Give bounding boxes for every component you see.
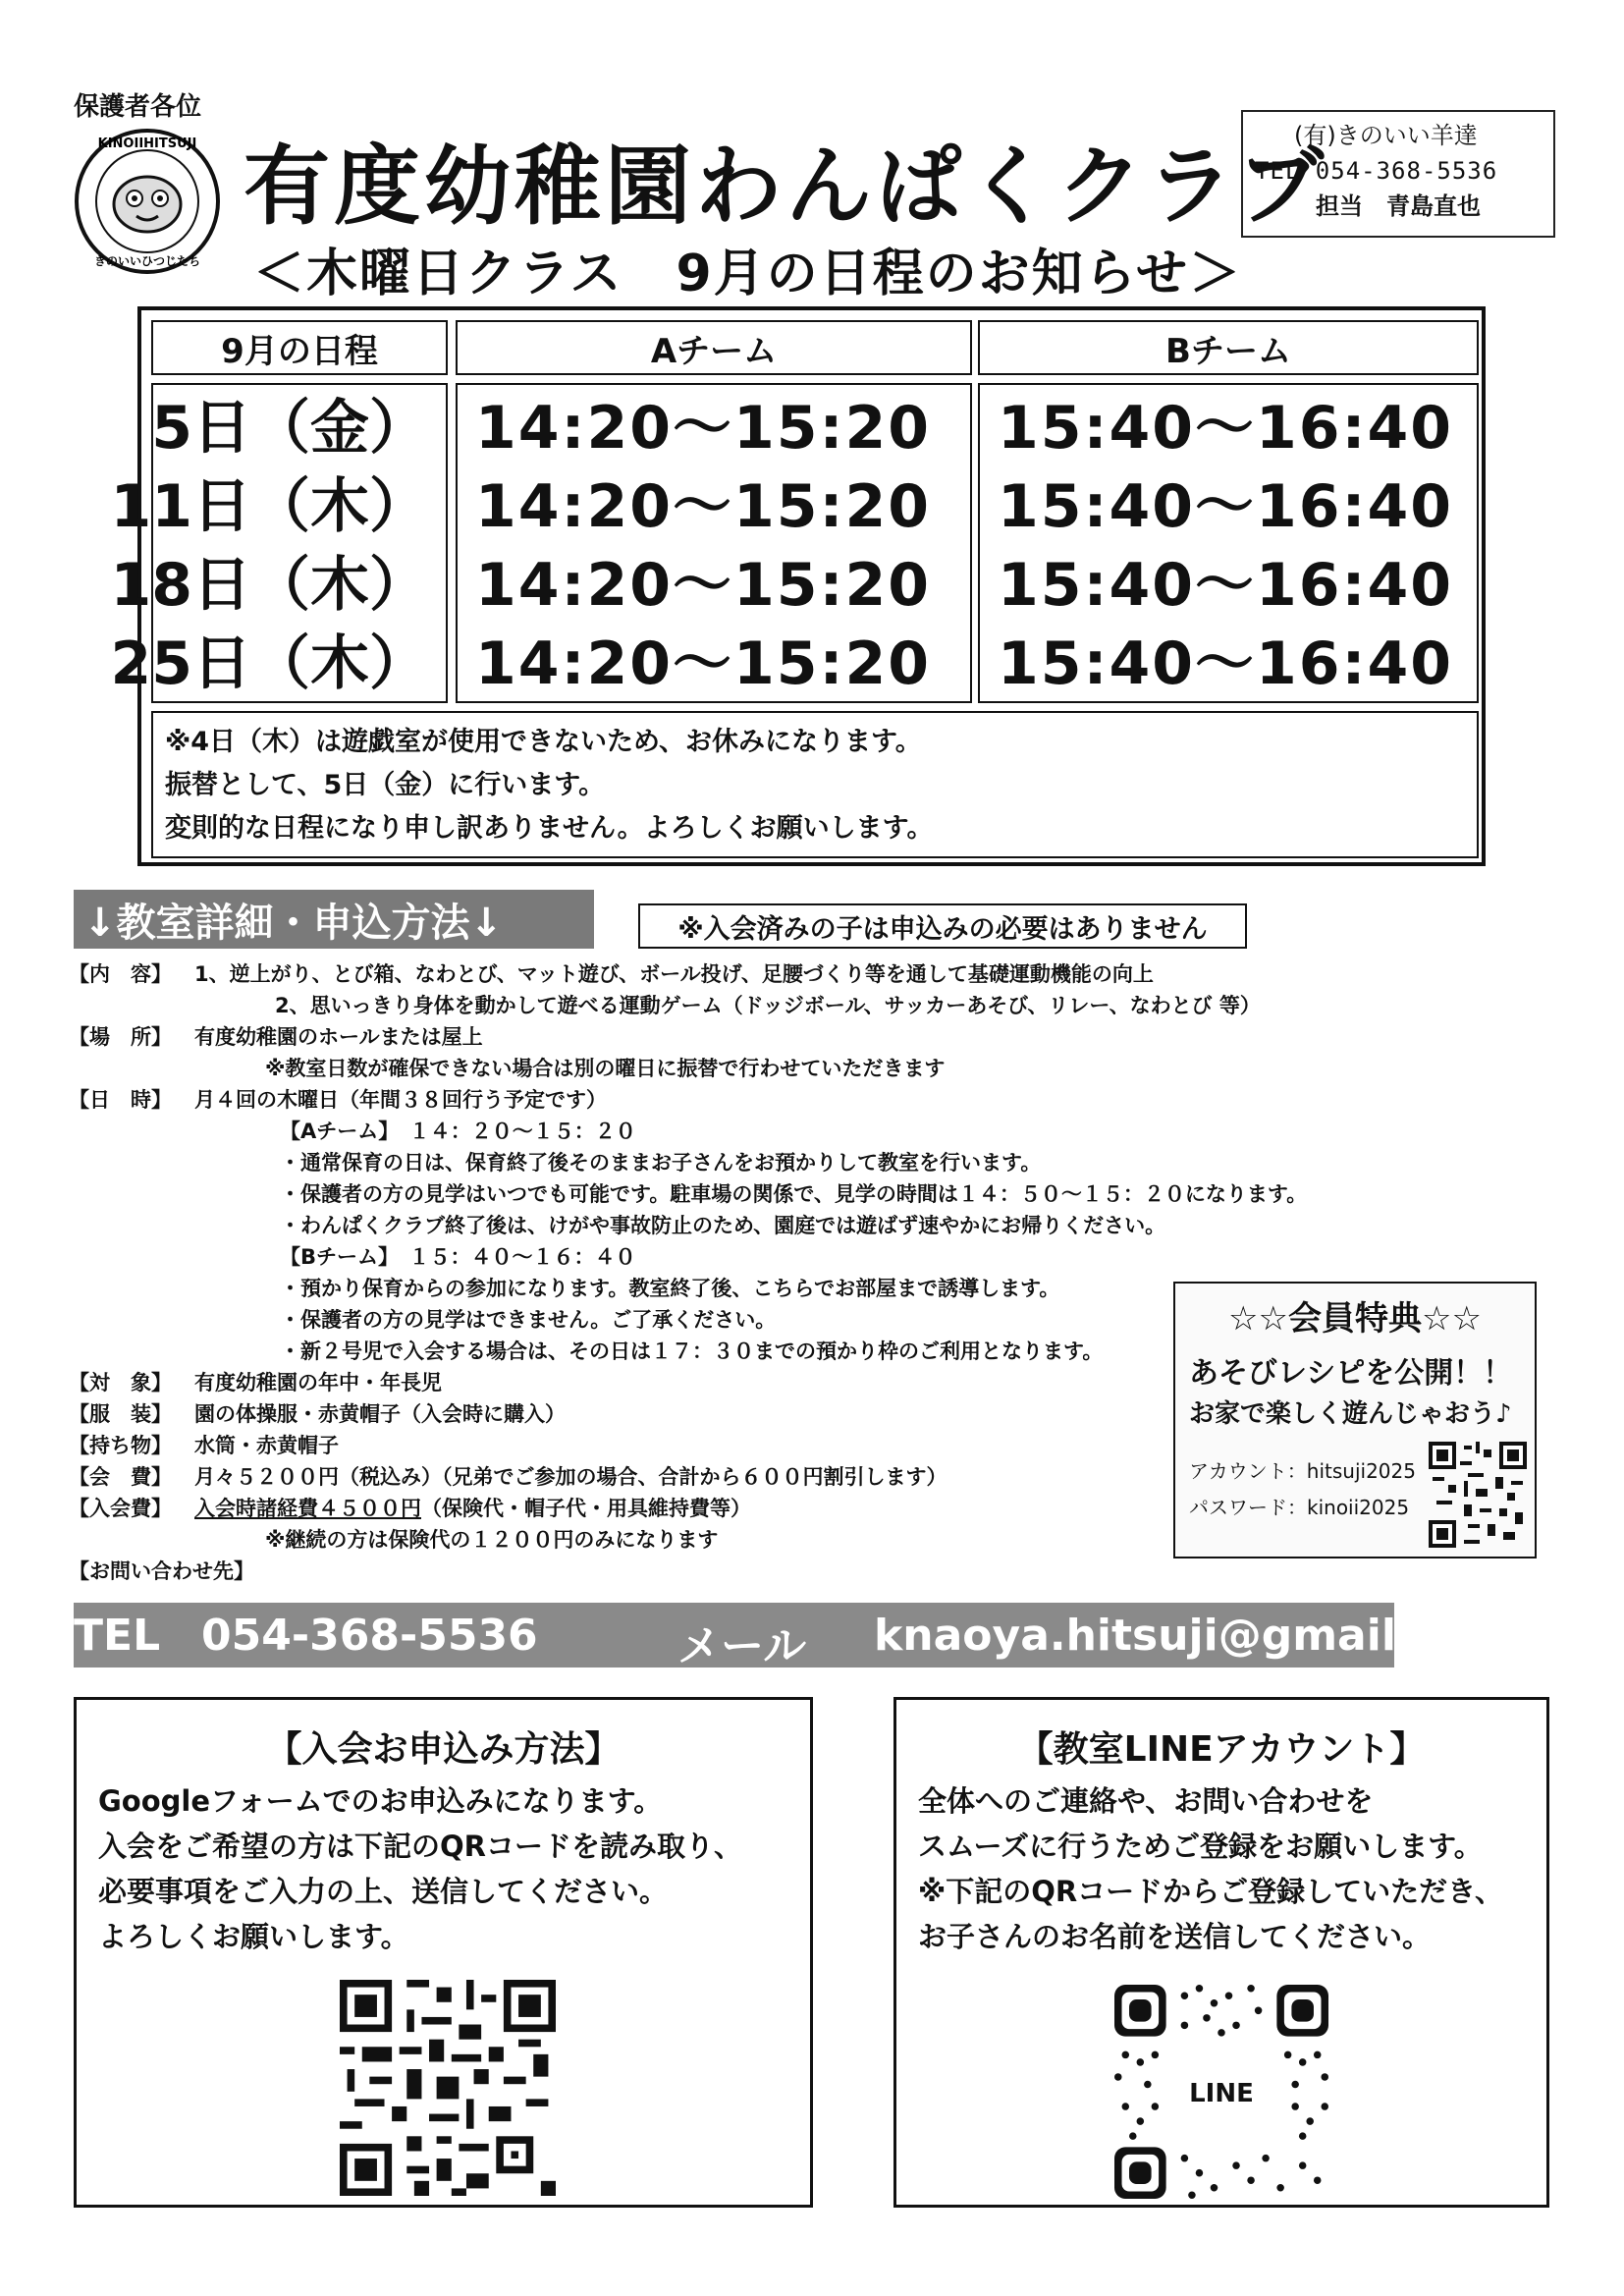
company-name: (有)きのいい羊達 — [1294, 122, 1478, 149]
note-line: ※4日（木）は遊戯室が使用できないため、お休みになります。 — [165, 727, 922, 757]
company-box — [1241, 110, 1555, 238]
member-account: アカウント：hitsuji2025 — [1189, 1459, 1416, 1483]
team-b-item: ・預かり保育からの参加になります。教室終了後、こちらでお部屋まで誘導します。 — [280, 1277, 1060, 1300]
team-a-item: ・保護者の方の見学はいつでも可能です。駐車場の関係で、見学の時間は１４：５０～１５：２０になります。 — [280, 1182, 1308, 1206]
contact-bar — [74, 1603, 1513, 1671]
team-a-time: 14:20～15:20 — [475, 551, 931, 620]
member-benefit-box — [1173, 1282, 1537, 1558]
line-line: お子さんのお名前を送信してください。 — [918, 1920, 1432, 1953]
member-password: パスワード：kinoii2025 — [1189, 1496, 1410, 1519]
date-cell: 5日（金） — [151, 394, 428, 463]
sub-title: ＜木曜日クラス 9月の日程のお知らせ＞ — [253, 245, 1243, 303]
apply-line: よろしくお願いします。 — [98, 1920, 409, 1953]
team-a-time: 14:20～15:20 — [475, 472, 931, 541]
team-b-time: 15:40～16:40 — [998, 551, 1453, 620]
place-note: ※教室日数が確保できない場合は別の曜日に振替で行わせていただきます — [265, 1057, 946, 1080]
team-b-time: 15:40～16:40 — [998, 394, 1453, 463]
apply-line: Googleフォームでのお申込みになります。 — [98, 1784, 663, 1818]
line-box — [893, 1697, 1549, 2208]
entry-fee-text — [194, 1493, 751, 1524]
team-a-heading: 【Aチーム】 １４：２０～１５：２０ — [280, 1120, 636, 1143]
items-text: 水筒・赤黄帽子 — [194, 1434, 339, 1457]
members-note: ※入会済みの子は申込みの必要はありません — [638, 903, 1247, 949]
apply-title: 【入会お申込み方法】 — [266, 1729, 621, 1770]
target-text: 有度幼稚園の年中・年長児 — [194, 1371, 442, 1394]
team-a-item: ・通常保育の日は、保育終了後そのままお子さんをお預かりして教室を行います。 — [280, 1151, 1042, 1175]
team-a-time: 14:20～15:20 — [475, 394, 931, 463]
line-qr-code[interactable] — [1114, 1985, 1328, 2199]
member-line: あそびレシピを公開！！ — [1189, 1356, 1513, 1391]
target-label: 【対 象】 — [69, 1371, 172, 1394]
apply-line: 入会をご希望の方は下記のQRコードを読み取り、 — [98, 1830, 742, 1863]
line-title: 【教室LINEアカウント】 — [1017, 1729, 1426, 1770]
line-line: スムーズに行うためご登録をお願いします。 — [918, 1830, 1483, 1863]
tel-label: TEL — [74, 1611, 161, 1661]
team-b-time: 15:40～16:40 — [998, 472, 1453, 541]
line-line: 全体へのご連絡や、お問い合わせを — [918, 1784, 1374, 1818]
inquiry-label: 【お問い合わせ先】 — [69, 1559, 254, 1583]
date-cell: 25日（木） — [110, 629, 428, 698]
note-line: 振替として、5日（金）に行います。 — [165, 770, 606, 800]
company-person: 担当 青島直也 — [1316, 192, 1481, 220]
apply-line: 必要事項をご入力の上、送信してください。 — [98, 1875, 669, 1908]
svg-text:きのいいひつじたち: きのいいひつじたち — [93, 254, 201, 268]
member-qr-code-icon[interactable] — [1429, 1441, 1527, 1549]
mail-label: メール — [677, 1621, 807, 1671]
header-team-b: Bチーム — [978, 320, 1479, 375]
schedule-table — [110, 306, 1486, 866]
main-title: 有度幼稚園わんぱくクラブ — [244, 136, 1328, 237]
team-b-heading: 【Bチーム】 １５：４０～１６：４０ — [280, 1245, 636, 1269]
entry-fee-label: 【入会費】 — [69, 1497, 172, 1520]
entry-fee-note: ※継続の方は保険代の１２００円のみになります — [265, 1528, 719, 1552]
clothes-text: 園の体操服・赤黄帽子（入会時に購入） — [194, 1402, 566, 1426]
clothes-label: 【服 装】 — [69, 1402, 172, 1426]
line-line: ※下記のQRコードからご登録していただき、 — [918, 1875, 1504, 1908]
place-text: 有度幼稚園のホールまたは屋上 — [194, 1025, 483, 1049]
apply-text — [98, 1778, 742, 1959]
content-text: 2、思いっきり身体を動かして遊べる運動ゲーム（ドッジボール、サッカーあそび、リレー、なわとび 等） — [275, 994, 1261, 1017]
items-label: 【持ち物】 — [69, 1434, 172, 1457]
team-a-column — [456, 383, 972, 703]
member-title: ☆☆会員特典☆☆ — [1228, 1299, 1482, 1339]
apply-qr-code-icon[interactable] — [340, 1980, 556, 2196]
date-column — [110, 383, 448, 703]
line-qr-label: LINE — [1183, 2079, 1260, 2108]
team-b-item: ・新２号児で入会する場合は、その日は１７：３０までの預かり枠のご利用となります。 — [280, 1339, 1104, 1363]
mail-address[interactable]: knaoya.hitsuji@gmail.com — [874, 1611, 1513, 1661]
company-tel: TEL 054-368-5536 — [1255, 157, 1498, 185]
tel-number[interactable]: 054-368-5536 — [201, 1611, 538, 1661]
team-b-column — [978, 383, 1479, 703]
team-a-time: 14:20～15:20 — [475, 629, 931, 698]
time-label: 【日 時】 — [69, 1088, 172, 1112]
fee-text: 月々５２００円（税込み）（兄弟でご参加の場合、合計から６００円割引します） — [194, 1465, 947, 1489]
fee-label: 【会 費】 — [69, 1465, 172, 1489]
sheep-logo-icon — [74, 128, 221, 275]
place-label: 【場 所】 — [69, 1025, 172, 1049]
team-b-item: ・保護者の方の見学はできません。ご了承ください。 — [280, 1308, 777, 1332]
svg-text:KINOIIHITSUJI: KINOIIHITSUJI — [97, 137, 197, 151]
content-label: 【内 容】 — [69, 962, 172, 986]
date-cell: 11日（木） — [110, 472, 428, 541]
time-text: 月４回の木曜日（年間３８回行う予定です） — [194, 1088, 607, 1112]
content-text: 1、逆上がり、とび箱、なわとび、マット遊び、ボール投げ、足腰づくり等を通して基礎運動機能の向上 — [194, 962, 1154, 986]
member-line: お家で楽しく遊んじゃおう♪ — [1189, 1399, 1512, 1429]
apply-box — [74, 1697, 813, 2208]
header-date: 9月の日程 — [151, 320, 448, 375]
line-text — [918, 1778, 1503, 1959]
team-b-time: 15:40～16:40 — [998, 629, 1453, 698]
section-banner: ↓教室詳細・申込方法↓ — [74, 890, 594, 949]
header-team-a: Aチーム — [456, 320, 972, 375]
note-line: 変則的な日程になり申し訳ありません。よろしくお願いします。 — [165, 813, 934, 844]
team-a-item: ・わんぱくクラブ終了後は、けがや事故防止のため、園庭では遊ばず速やかにお帰りください。 — [280, 1214, 1166, 1237]
addressee: 保護者各位 — [74, 92, 202, 122]
entry-fee-underlined: 入会時諸経費４５００円 — [194, 1497, 421, 1520]
schedule-note — [151, 711, 1479, 858]
entry-fee-rest: （保険代・帽子代・用具維持費等） — [421, 1497, 751, 1520]
date-cell: 18日（木） — [110, 551, 428, 620]
